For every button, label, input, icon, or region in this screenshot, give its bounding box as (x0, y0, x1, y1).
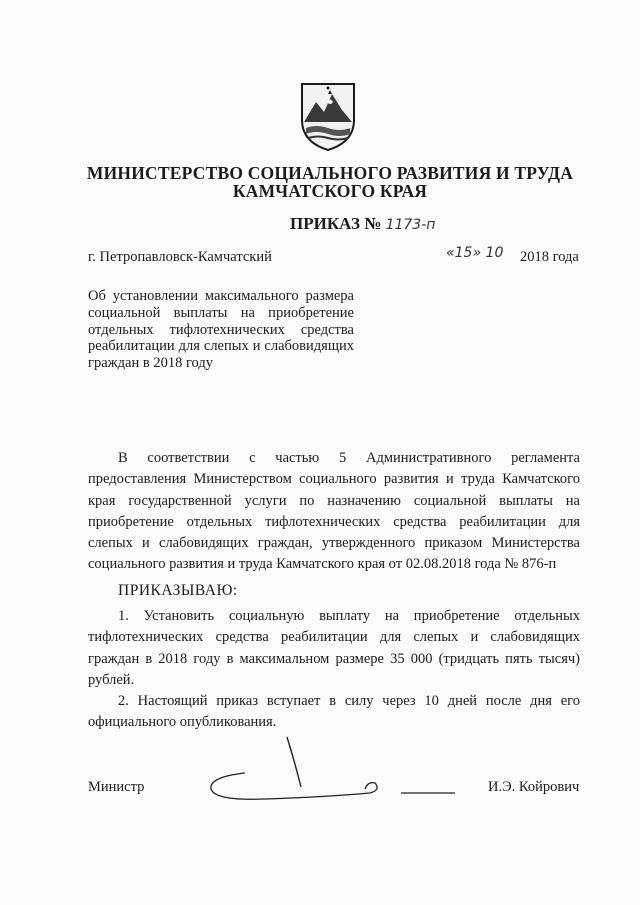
signer-title: Министр (88, 779, 145, 795)
coat-of-arms-emblem (298, 80, 358, 152)
place-of-issue: г. Петропавловск-Камчатский (88, 249, 272, 265)
order-item-1: 1. Установить социальную выплату на приобретение отдельных тифлотехнических средства реабилитации для слепых и слабовидящих граждан в 2018 году в максимальном размере 35 000 (тридцать пять тысяч) рублей. (88, 608, 580, 688)
order-number: 1173-п (385, 217, 436, 233)
preamble-paragraph: В соответствии с частью 5 Административного регламента предоставления Министерством социального развития и труда Камчатского края государственной услуги по назначению социальной выплаты на приобретение отдельных тифлотехнических средства реабилитации для слепых и слабовидящих граждан, утвержденного приказом Министерства социального развития и труда Камчатского края от 02.08.2018 года № 876-п (88, 450, 580, 573)
handwritten-signature (205, 735, 465, 805)
order-date-day: «15» 10 (446, 245, 504, 261)
signer-name: И.Э. Койрович (488, 779, 580, 795)
order-label: ПРИКАЗ № (290, 214, 382, 233)
order-subject: Об установлении максимального размера социальной выплаты на приобретение отдельных тифлотехнических средства реабилитации для слепых и слабовидящих граждан в 2018 году (88, 288, 354, 372)
order-item-2: 2. Настоящий приказ вступает в силу через 10 дней после дня его официального опубликования. (88, 693, 580, 731)
order-date-year: 2018 года (520, 249, 579, 265)
ministry-name-line1: МИНИСТЕРСТВО СОЦИАЛЬНОГО РАЗВИТИЯ И ТРУДА (86, 163, 574, 183)
order-number-line (290, 214, 435, 234)
ministry-name-line2: КАМЧАТСКОГО КРАЯ (232, 181, 428, 201)
decree-word: ПРИКАЗЫВАЮ: (118, 582, 238, 599)
